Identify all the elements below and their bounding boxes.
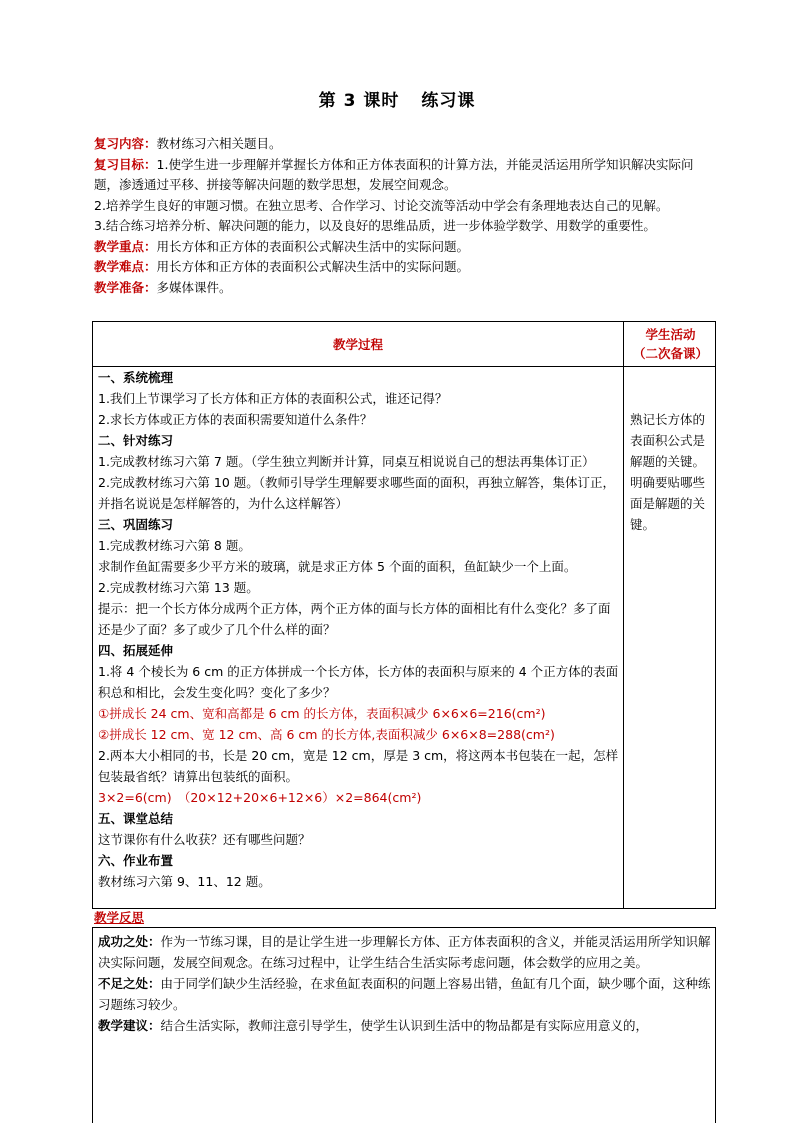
difficulty-label: 教学难点： (94, 259, 157, 274)
process-line: 2.完成教材练习六第 13 题。 (98, 580, 259, 595)
review-content-row (94, 134, 714, 155)
review-content-text: 教材练习六相关题目。 (156, 136, 282, 151)
key-point-row (94, 237, 714, 258)
section-heading: 三、巩固练习 (98, 517, 174, 532)
teaching-process-table (92, 321, 716, 909)
section-heading: 四、拓展延伸 (98, 643, 174, 658)
answer-line: 3×2=6(cm) （20×12+20×6+12×6）×2=864(cm²) (98, 790, 422, 805)
success-label: 成功之处： (98, 934, 161, 949)
process-line: 2.求长方体或正方体的表面积需要知道什么条件？ (98, 412, 373, 427)
side-note: 明确要贴哪些面是解题的关键。 (630, 475, 706, 532)
review-goal-label: 复习目标： (94, 156, 157, 172)
review-content-label: 复习内容： (94, 136, 157, 151)
title-part-1: 第 3 课时 (318, 91, 400, 111)
process-line: 2.两本大小相同的书，长是 20 cm，宽是 12 cm，厚是 3 cm，将这两本书包装在一起，怎样包装最省纸？请算出包装纸的面积。 (98, 748, 619, 784)
suggestion-label: 教学建议： (98, 1018, 161, 1033)
prep-label: 教学准备： (94, 279, 157, 295)
goal-3: 3.结合练习培养分析、解决问题的能力，以及良好的思维品质，进一步体验学数学、用数学的重要性。 (94, 218, 656, 233)
success-row (98, 931, 712, 973)
header-side-line-2: （二次备课） (632, 346, 708, 361)
reflection-content (98, 931, 712, 1036)
process-line: 1.完成教材练习六第 8 题。 (98, 538, 251, 553)
section-heading: 二、针对练习 (98, 433, 174, 448)
suggestion-row (98, 1015, 712, 1036)
page-title (0, 86, 794, 111)
reflection-label: 教学反思 (94, 910, 145, 925)
column-divider (623, 322, 624, 908)
prep-row (94, 278, 714, 299)
key-point-label: 教学重点： (94, 238, 157, 254)
title-part-2: 练习课 (421, 91, 476, 111)
header-student-activity (624, 322, 717, 366)
goal-2: 2.培养学生良好的审题习惯。在独立思考、合作学习、讨论交流等活动中学会有条理地表达自己的见解。 (94, 197, 669, 213)
difficulty-row (94, 257, 714, 278)
answer-line: ②拼成长 12 cm、宽 12 cm、高 6 cm 的长方体,表面积减少 6×6×8=288(cm²) (98, 727, 555, 742)
reflection-box (92, 927, 716, 1123)
process-line: 提示：把一个长方体分成两个正方体，两个正方体的面与长方体的面相比有什么变化？多了面还是少了面？多了或少了几个什么样的面？ (98, 601, 611, 637)
review-goal-row (94, 155, 714, 196)
success-text: 作为一节练习课，目的是让学生进一步理解长方体、正方体表面积的含义，并能灵活运用所学知识解决实际问题，发展空间观念。在练习过程中，让学生结合生活实际考虑问题，体会数学的应用之美。 (98, 934, 711, 970)
process-line: 教材练习六第 9、11、12 题。 (98, 874, 271, 889)
process-content (98, 367, 620, 892)
header-side-line-1: 学生活动 (645, 327, 696, 342)
difficulty-text: 用长方体和正方体的表面积公式解决生活中的实际问题。 (156, 259, 470, 274)
shortfall-label: 不足之处： (98, 976, 161, 991)
shortfall-text: 由于同学们缺少生活经验，在求鱼缸表面积的问题上容易出错，鱼缸有几个面，缺少哪个面，这种练习题练习较少。 (98, 976, 711, 1012)
process-line: 1.我们上节课学习了长方体和正方体的表面积公式，谁还记得？ (98, 391, 448, 406)
goal-1: 1.使学生进一步理解并掌握长方体和正方体表面积的计算方法，并能灵活运用所学知识解决实际问题，渗透通过平移、拼接等解决问题的数学思想，发展空间观念。 (94, 156, 694, 192)
section-heading: 一、系统梳理 (98, 370, 174, 385)
header-teaching-process: 教学过程 (332, 337, 383, 352)
answer-line: ①拼成长 24 cm、宽和高都是 6 cm 的长方体，表面积减少 6×6×6=216(cm²) (98, 706, 546, 721)
process-line: 2.完成教材练习六第 10 题。（教师引导学生理解要求哪些面的面积，再独立解答，集体订正，并指名说说是怎样解答的，为什么这样解答） (98, 475, 616, 511)
process-line: 求制作鱼缸需要多少平方米的玻璃，就是求正方体 5 个面的面积，鱼缸缺少一个上面。 (98, 559, 577, 574)
prep-text: 多媒体课件。 (156, 279, 232, 295)
lesson-intro (94, 134, 714, 298)
side-note: 熟记长方体的表面积公式是解题的关键。 (630, 412, 706, 469)
section-heading: 五、课堂总结 (98, 811, 174, 826)
process-line: 这节课你有什么收获？还有哪些问题？ (98, 832, 311, 847)
shortfall-row (98, 973, 712, 1015)
student-activity-notes (630, 409, 714, 535)
suggestion-text: 结合生活实际，教师注意引导学生，使学生认识到生活中的物品都是有实际应用意义的， (160, 1018, 649, 1033)
process-line: 1.完成教材练习六第 7 题。（学生独立判断并计算，同桌互相说说自己的想法再集体订正） (98, 454, 595, 469)
process-line: 1.将 4 个棱长为 6 cm 的正方体拼成一个长方体，长方体的表面积与原来的 4 个正方体的表面积总和相比，会发生变化吗？变化了多少？ (98, 664, 619, 700)
key-point-text: 用长方体和正方体的表面积公式解决生活中的实际问题。 (156, 238, 470, 254)
section-heading: 六、作业布置 (98, 853, 174, 868)
